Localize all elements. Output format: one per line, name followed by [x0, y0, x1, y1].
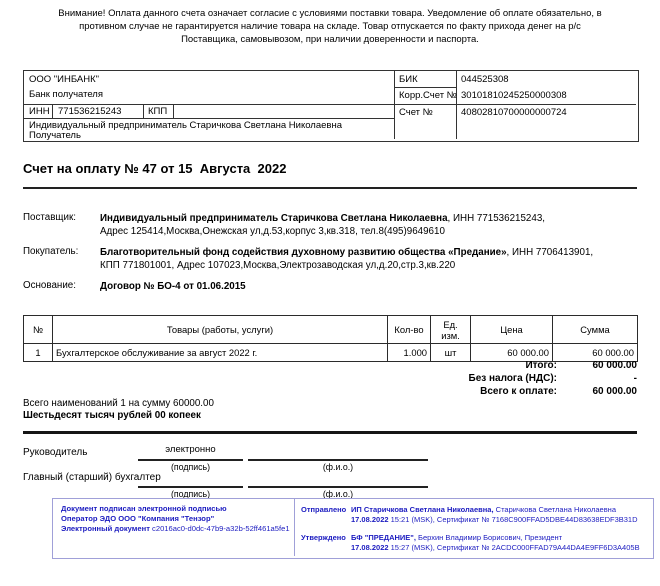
grand-total-label: Всего к оплате: — [480, 386, 557, 397]
stamp-left-block — [61, 504, 293, 534]
name-line — [248, 486, 428, 488]
supplier-value — [100, 212, 640, 238]
account-label: Счет № — [399, 107, 433, 118]
payee-name: Индивидуальный предприниматель Старичкова Светлана Николаевна — [29, 120, 342, 131]
inn-value: 771536215243 — [58, 106, 122, 117]
edoc-id: c2016ac0-d0dc-47b9-a32b-52ff461a5fe1 — [149, 524, 290, 533]
item-num: 1 — [24, 344, 53, 362]
approved-label: Утверждено — [301, 533, 346, 542]
col-header-name: Товары (работы, услуги) — [53, 316, 388, 344]
item-unit: шт — [431, 344, 471, 362]
divider — [456, 71, 457, 139]
buyer-label: Покупатель: — [23, 246, 79, 257]
buyer-value — [100, 246, 640, 272]
approved-line2 — [351, 543, 649, 553]
sent-certificate: 15:21 (MSK), Сертификат № 7168C900FFAD5DBE44D83638EDF3B31D — [388, 515, 638, 524]
buyer-inn: , ИНН 7706413901, — [506, 247, 594, 258]
table-row — [24, 344, 638, 362]
corr-account-label: Корр.Счет № — [399, 90, 457, 101]
item-name: Бухгалтерское обслуживание за август 2022 г. — [53, 344, 388, 362]
stamp-sent-row — [301, 505, 649, 525]
item-sum: 60 000.00 — [553, 344, 638, 362]
accountant-signature-label: Главный (старший) бухгалтер — [23, 472, 161, 483]
sent-line2 — [351, 515, 649, 525]
supplier-line1 — [100, 212, 640, 225]
name-caption: (ф.и.о.) — [322, 489, 354, 499]
divider — [143, 105, 144, 118]
amount-in-words: Шестьдесят тысяч рублей 00 копеек — [23, 410, 201, 421]
sent-person: Старичкова Светлана Николаевна — [493, 505, 616, 514]
total-label: Итого: — [525, 360, 557, 371]
supplier-inn: , ИНН 771536215243, — [447, 213, 545, 224]
approved-person: Берхин Владимир Борисович, Президент — [415, 533, 563, 542]
items-table — [23, 315, 638, 362]
stamp-operator-line: Оператор ЭДО ООО "Компания "Тензор" — [61, 514, 215, 523]
unit-line2: изм. — [441, 329, 460, 341]
col-header-sum: Сумма — [553, 316, 638, 344]
unit-line1: Ед. — [443, 318, 458, 330]
vat-label: Без налога (НДС): — [468, 373, 557, 384]
signature-caption: (подпись) — [170, 489, 211, 499]
sent-name: ИП Старичкова Светлана Николаевна, — [351, 505, 494, 514]
stamp-approved-row — [301, 533, 649, 553]
items-count-line: Всего наименований 1 на сумму 60000.00 — [23, 398, 214, 409]
divider — [23, 187, 637, 189]
signature-line — [138, 459, 243, 461]
grand-total-value: 60 000.00 — [592, 386, 637, 397]
name-caption: (ф.и.о.) — [322, 462, 354, 472]
payee-caption: Получатель — [29, 130, 81, 141]
item-qty: 1.000 — [388, 344, 431, 362]
divider — [173, 105, 174, 118]
sent-date: 17.08.2022 — [351, 515, 389, 524]
digital-signature-stamp — [52, 498, 654, 559]
head-signature-label: Руководитель — [23, 447, 88, 458]
col-header-price: Цена — [471, 316, 553, 344]
bik-label: БИК — [399, 74, 418, 85]
divider — [52, 105, 53, 118]
vat-value: - — [633, 373, 637, 384]
edoc-label: Электронный документ — [61, 524, 150, 533]
sent-content — [351, 505, 649, 525]
stamp-signed-line: Документ подписан электронной подписью — [61, 504, 227, 513]
item-price: 60 000.00 — [471, 344, 553, 362]
bank-caption: Банк получателя — [29, 89, 103, 100]
items-header-row — [24, 316, 638, 344]
approved-certificate: 15:27 (MSK), Сертификат № 2ACDC000FFAD79A44DA4E9FF6D3A405B — [388, 543, 640, 552]
approved-date: 17.08.2022 — [351, 543, 389, 552]
signature-line — [138, 486, 243, 488]
divider — [23, 431, 637, 434]
col-header-unit — [431, 316, 471, 344]
bank-name: ООО "ИНБАНК" — [29, 74, 99, 85]
kpp-label: КПП — [148, 106, 168, 117]
col-header-num: № — [24, 316, 53, 344]
approved-name: БФ "ПРЕДАНИЕ", — [351, 533, 416, 542]
approved-line1 — [351, 533, 649, 543]
electronic-signature-note: электронно — [165, 444, 216, 455]
basis-value: Договор № БО-4 от 01.06.2015 — [100, 281, 246, 292]
bank-requisites-table — [23, 70, 639, 142]
inn-label: ИНН — [29, 106, 50, 117]
stamp-edoc-line — [61, 524, 293, 534]
supplier-address: Адрес 125414,Москва,Онежская ул,д.53,корпус 3,кв.318, тел.8(495)9649610 — [100, 226, 445, 237]
divider — [294, 499, 295, 556]
sent-line1 — [351, 505, 649, 515]
payment-warning-text: Внимание! Оплата данного счета означает согласие с условиями поставки товара. Уведомление об оплате обязательно, в противном случае не гарантируется наличие товара на складе. Товар отпускается по факту прихода денег на р/с Поставщика, самовывозом, при наличии доверенности и паспорта. — [58, 8, 602, 45]
divider — [24, 104, 636, 105]
name-line — [248, 459, 428, 461]
corr-account-value: 30101810245250000308 — [461, 90, 567, 101]
invoice-title: Счет на оплату № 47 от 15 Августа 2022 — [23, 161, 287, 176]
account-value: 40802810700000000724 — [461, 107, 567, 118]
col-header-qty: Кол-во — [388, 316, 431, 344]
buyer-line1 — [100, 246, 640, 259]
basis-label: Основание: — [23, 280, 76, 291]
divider — [394, 87, 456, 88]
sent-label: Отправлено — [301, 505, 347, 514]
supplier-name: Индивидуальный предприниматель Старичкова Светлана Николаевна — [100, 213, 448, 224]
divider — [394, 71, 395, 139]
supplier-label: Поставщик: — [23, 212, 76, 223]
signature-caption: (подпись) — [170, 462, 211, 472]
approved-content — [351, 533, 649, 553]
bik-value: 044525308 — [461, 74, 509, 85]
buyer-address: КПП 771801001, Адрес 107023,Москва,Электрозаводская ул,д.20,стр.3,кв.220 — [100, 260, 456, 271]
buyer-name: Благотворительный фонд содействия духовному развитию общества «Предание» — [100, 247, 507, 258]
total-value: 60 000.00 — [592, 360, 637, 371]
divider — [24, 118, 394, 119]
